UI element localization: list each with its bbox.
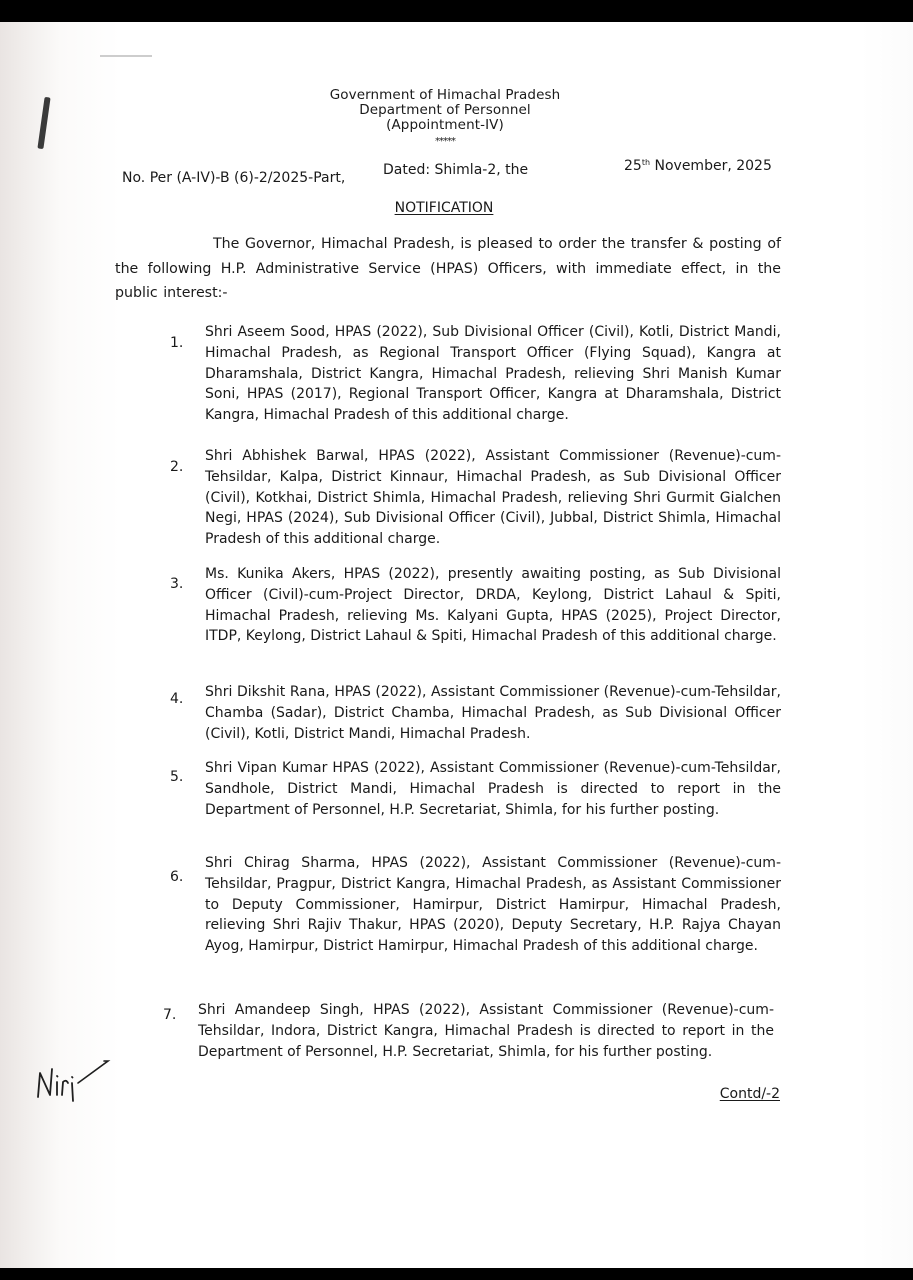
handwritten-initials-signature: [30, 1055, 115, 1105]
item-number: 4.: [170, 691, 184, 707]
date-rest: November, 2025: [650, 158, 772, 174]
item-number: 7.: [163, 1007, 177, 1023]
continued-marker: Contd/-2: [719, 1086, 780, 1102]
item-text: Shri Vipan Kumar HPAS (2022), Assistant Commissioner (Revenue)-cum-Tehsildar, Sandhole, District Mandi, Himachal Pradesh is directed to report in the Department of Personnel, H.P. Secretariat, Shimla, for his further posting.: [205, 760, 781, 818]
header-section: (Appointment-IV): [386, 117, 504, 133]
scan-border-bottom: [0, 1268, 913, 1280]
item-number: 3.: [170, 576, 184, 592]
item-number: 6.: [170, 869, 184, 885]
signature-stroke: [72, 1077, 73, 1101]
notification-title: NOTIFICATION: [394, 200, 494, 216]
scan-border-top: [0, 0, 913, 22]
reference-date: [624, 158, 772, 174]
item-number: 2.: [170, 459, 184, 475]
scan-smudge: [100, 55, 152, 57]
signature-stroke: [38, 1069, 52, 1097]
item-text: Shri Amandeep Singh, HPAS (2022), Assistant Commissioner (Revenue)-cum-Tehsildar, Indora, District Kangra, Himachal Pradesh is directed to report in the Department of Personnel, H.P. Secretariat, Shimla, for his further posting.: [198, 1002, 774, 1060]
item-text: Shri Dikshit Rana, HPAS (2022), Assistant Commissioner (Revenue)-cum-Tehsildar, Chamba (Sadar), District Chamba, Himachal Pradesh, as Sub Divisional Officer (Civil), Kotli, District Mandi, Himachal Pradesh.: [205, 684, 781, 742]
signature-stroke: [78, 1061, 108, 1083]
reference-number: No. Per (A-IV)-B (6)-2/2025-Part,: [122, 170, 346, 186]
signature-stroke: [62, 1081, 68, 1095]
item-text: Ms. Kunika Akers, HPAS (2022), presently awaiting posting, as Sub Divisional Officer (Civil)-cum-Project Director, DRDA, Keylong, District Lahaul & Spiti, Himachal Pradesh, relieving Ms. Kalyani Gupta, HPAS (2025), Project Director, ITDP, Keylong, District Lahaul & Spiti, Himachal Pradesh of this additional charge.: [205, 566, 781, 645]
item-text: Shri Aseem Sood, HPAS (2022), Sub Divisional Officer (Civil), Kotli, District Mandi, Himachal Pradesh, as Regional Transport Officer (Flying Squad), Kangra at Dharamshala, District Kangra, Himachal Pradesh, relieving Shri Manish Kumar Soni, HPAS (2017), Regional Transport Officer, Kangra at Dharamshala, District Kangra, Himachal Pradesh of this additional charge.: [205, 324, 781, 424]
header-government: Government of Himachal Pradesh: [329, 87, 561, 103]
item-text: Shri Chirag Sharma, HPAS (2022), Assistant Commissioner (Revenue)-cum-Tehsildar, Pragpur, District Kangra, Himachal Pradesh, as Assistant Commissioner to Deputy Commissioner, Hamirpur, District Hamirpur, Himachal Pradesh, relieving Shri Rajiv Thakur, HPAS (2020), Deputy Secretary, H.P. Rajya Chayan Ayog, Hamirpur, District Hamirpur, Himachal Pradesh of this additional charge.: [205, 855, 781, 955]
date-day: 25: [624, 158, 642, 174]
header-department: Department of Personnel: [359, 102, 531, 118]
date-suffix: th: [641, 158, 651, 167]
item-text: Shri Abhishek Barwal, HPAS (2022), Assistant Commissioner (Revenue)-cum-Tehsildar, Kalpa, District Kinnaur, Himachal Pradesh, as Sub Divisional Officer (Civil), Kotkhai, District Shimla, Himachal Pradesh, relieving Shri Gurmit Gialchen Negi, HPAS (2024), Sub Divisional Officer (Civil), Jubbal, District Shimla, Himachal Pradesh of this additional charge.: [205, 448, 781, 548]
item-number: 5.: [170, 769, 184, 785]
reference-dated: Dated: Shimla-2, the: [383, 162, 529, 178]
signature-stroke: [57, 1076, 58, 1095]
item-number: 1.: [170, 335, 184, 351]
header-separator: *****: [435, 136, 455, 147]
intro-paragraph: The Governor, Himachal Pradesh, is pleased to order the transfer & posting of the following H.P. Administrative Service (HPAS) Officers, with immediate effect, in the public interest:-: [115, 236, 781, 301]
